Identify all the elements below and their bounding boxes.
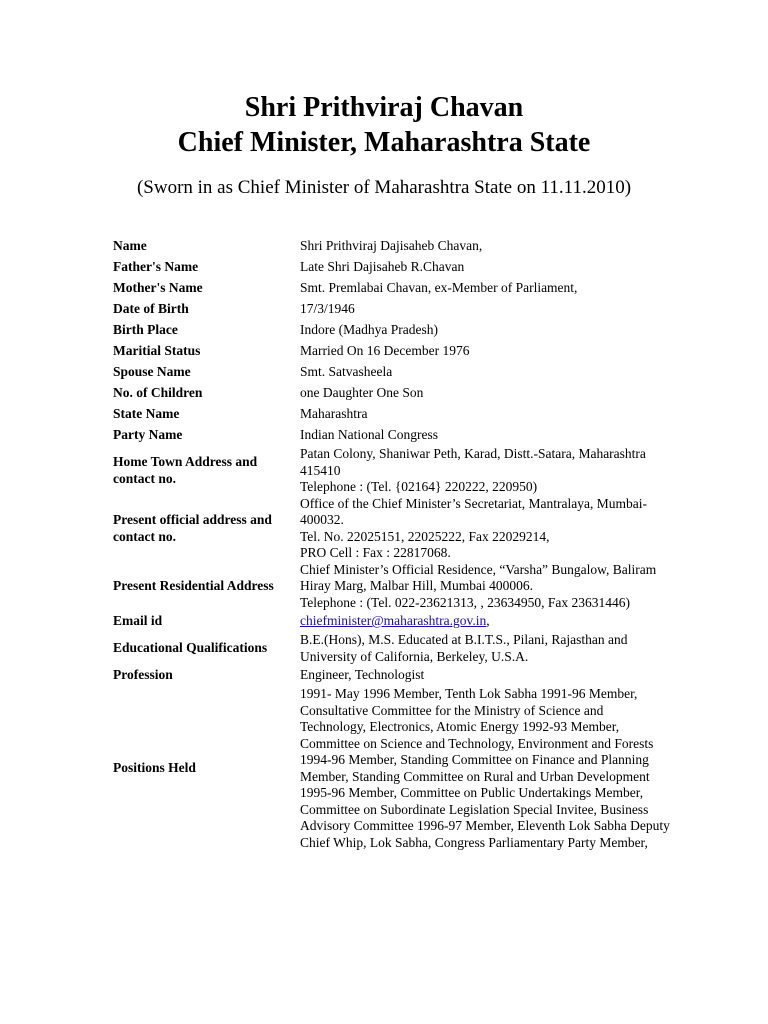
row-value: Engineer, Technologist [300, 667, 425, 683]
row-label: Home Town Address and contact no. [113, 454, 258, 486]
page-title: Shri Prithviraj Chavan [244, 92, 524, 123]
table-row [109, 341, 711, 362]
row-label: Present official address and contact no. [113, 512, 272, 544]
row-value: 17/3/1946 [300, 301, 355, 317]
row-value: Married On 16 December 1976 [300, 343, 470, 359]
table-row [109, 611, 711, 632]
row-label: Educational Qualifications [113, 640, 268, 656]
row-value: Late Shri Dajisaheb R.Chavan [300, 259, 465, 275]
row-value: one Daughter One Son [300, 385, 424, 401]
row-label: Name [113, 238, 147, 254]
row-label: Profession [113, 667, 173, 683]
table-row [109, 320, 711, 341]
table-row [109, 496, 711, 562]
row-label: Spouse Name [113, 364, 191, 380]
row-label: Party Name [113, 427, 183, 443]
row-value [299, 611, 711, 632]
page-subtitle: (Sworn in as Chief Minister of Maharashtra State on 11.11.2010) [136, 177, 632, 198]
table-row [109, 236, 711, 257]
table-row [109, 404, 711, 425]
row-value: Chief Minister’s Official Residence, “Varsha” Bungalow, Baliram Hiray Marg, Malbar Hill, Mumbai 400006. Telephone : (Tel. 022-23621313, , 23634950, Fax 23631446) [300, 561, 657, 610]
row-label: Present Residential Address [113, 578, 274, 593]
row-label: No. of Children [113, 385, 203, 401]
table-row [109, 257, 711, 278]
table-row [109, 425, 711, 446]
row-label: Positions Held [113, 760, 196, 776]
row-label: Date of Birth [113, 301, 189, 317]
row-value: Shri Prithviraj Dajisaheb Chavan, [300, 238, 483, 254]
row-value: Patan Colony, Shaniwar Peth, Karad, Distt.-Satara, Maharashtra 415410 Telephone : (Tel. {02164} 220222, 220950) [300, 446, 646, 494]
table-row [109, 686, 711, 851]
row-label: Mother's Name [113, 280, 203, 296]
page-title-designation: Chief Minister, Maharashtra State [177, 127, 591, 158]
row-value: Office of the Chief Minister’s Secretariat, Mantralaya, Mumbai- 400032. Tel. No. 22025151, 22025222, Fax 22029214, PRO Cell : Fax : 22817068. [300, 495, 648, 560]
row-value: Indian National Congress [300, 427, 438, 443]
row-value: 1991- May 1996 Member, Tenth Lok Sabha 1991-96 Member, Consultative Committee for the Ministry of Science and Technology, Electronics, Atomic Energy 1992-93 Member, Committee on Science and Technology, Environment and Forests 1994-96 Member, Standing Committee on Finance and Planning Member, Standing Committee on Rural and Urban Development 1995-96 Member, Committee on Public Undertakings Member, Committee on Subordinate Legislation Special Invitee, Business Advisory Committee 1996-97 Member, Eleventh Lok Sabha Deputy Chief Whip, Lok Sabha, Congress Parliamentary Party Member, [300, 686, 670, 850]
table-row [109, 299, 711, 320]
biodata-table [109, 236, 711, 851]
row-value: B.E.(Hons), M.S. Educated at B.I.T.S., Pilani, Rajasthan and University of California, Berkeley, U.S.A. [300, 632, 628, 664]
table-row [109, 562, 711, 612]
row-label: Email id [113, 613, 163, 629]
row-value: Smt. Premlabai Chavan, ex-Member of Parliament, [300, 280, 578, 296]
row-label: Birth Place [113, 322, 178, 338]
table-row [109, 632, 711, 665]
table-row [109, 278, 711, 299]
row-value: Indore (Madhya Pradesh) [300, 322, 438, 338]
table-row [109, 446, 711, 496]
table-row [109, 665, 711, 686]
row-label: Maritial Status [113, 343, 201, 359]
email-suffix: , [486, 613, 490, 629]
row-label: State Name [113, 406, 180, 422]
row-value: Smt. Satvasheela [300, 364, 393, 380]
table-row [109, 362, 711, 383]
row-value: Maharashtra [300, 406, 368, 422]
row-label: Father's Name [113, 259, 199, 275]
table-row [109, 383, 711, 404]
email-link[interactable]: chiefminister@maharashtra.gov.in [300, 613, 487, 629]
